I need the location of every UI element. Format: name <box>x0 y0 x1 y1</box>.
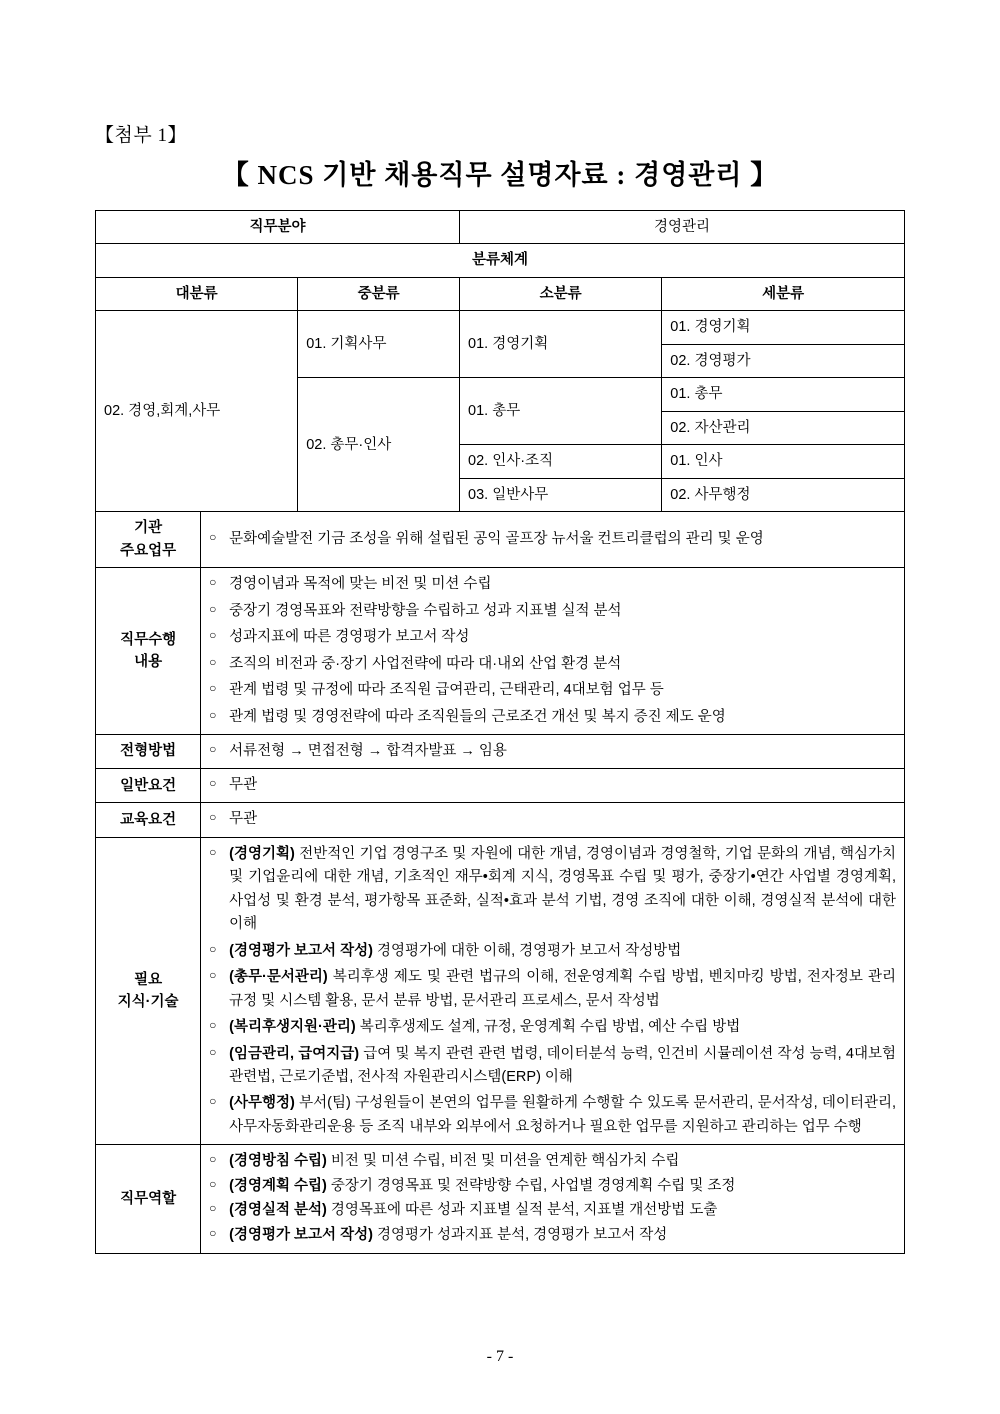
mid-category: 02. 총무·인사 <box>298 378 460 512</box>
section-label-selection-method: 전형방법 <box>96 735 201 769</box>
column-major: 대분류 <box>96 277 298 310</box>
list-item: ○ 경영이념과 목적에 맞는 비전 및 미션 수립 <box>209 573 896 596</box>
item-text: 복리후생제도 설계, 규정, 운영계획 수립 방법, 예산 수립 방법 <box>355 1019 741 1036</box>
field-value: 경영관리 <box>460 211 905 244</box>
table-row-columns <box>96 277 905 310</box>
detail-category: 02. 경영평가 <box>662 344 905 377</box>
keyword: (경영방침 수립) <box>229 1153 327 1170</box>
major-category: 02. 경영,회계,사무 <box>96 311 298 512</box>
list-item: ○ 문화예술발전 기금 조성을 위해 설립된 공익 골프장 뉴서울 컨트리클럽의 관리 및 운영 <box>209 528 896 551</box>
list-item <box>209 1224 896 1247</box>
keyword: (경영평가 보고서 작성) <box>229 1226 373 1243</box>
item-text: 복리후생 제도 및 관련 법규의 이해, 전운영계획 수립 방법, 벤치마킹 방법, 전자정보 관리규정 및 시스템 활용, 문서 분류 방법, 문서관리 프로세스, 문서 작성법 <box>229 969 896 1009</box>
detail-category: 02. 자산관리 <box>662 411 905 444</box>
section-body-selection-method <box>201 735 905 769</box>
sub-category: 01. 경영기획 <box>460 311 662 378</box>
section-label-job-duties: 직무수행 내용 <box>96 568 201 735</box>
field-header: 직무분야 <box>96 211 460 244</box>
detail-category: 01. 경영기획 <box>662 311 905 344</box>
ncs-job-description-table <box>95 210 905 1254</box>
section-label-education-requirements: 교육요건 <box>96 803 201 837</box>
keyword: (총무·문서관리) <box>229 969 328 986</box>
section-org-main-work <box>96 512 905 568</box>
list-item: ○ 중장기 경영목표와 전략방향을 수립하고 성과 지표별 실적 분석 <box>209 600 896 623</box>
bullet-list <box>209 1150 896 1247</box>
list-item <box>209 843 896 937</box>
section-body-org-main-work <box>201 512 905 568</box>
section-education-requirements <box>96 803 905 837</box>
list-item <box>209 940 896 963</box>
section-selection-method <box>96 735 905 769</box>
detail-category: 02. 사무행정 <box>662 478 905 511</box>
list-item <box>209 1150 896 1173</box>
list-item: ○ 관계 법령 및 경영전략에 따라 조직원들의 근로조건 개선 및 복지 증진 제도 운영 <box>209 706 896 729</box>
bullet-list <box>209 843 896 1140</box>
section-label-required-knowledge: 필요 지식·기술 <box>96 837 201 1145</box>
list-item <box>209 1016 896 1039</box>
bullet-list <box>209 573 896 729</box>
table-row <box>96 311 905 344</box>
item-text: 전반적인 기업 경영구조 및 자원에 대한 개념, 경영이념과 경영철학, 기업 문화의 개념, 핵심가치 및 기업윤리에 대한 개념, 기초적인 재무•회계 지식, 경영목표 수립 및 평가, 중장기•연간 사업별 경영계획, 사업성 및 환경 분석, 평가항목 표준화, 실적•효과 분석 기법, 경영 조직에 대한 이해, 경영실적 분석에 대한 이해 <box>229 845 896 933</box>
item-text: 경영목표에 따른 성과 지표별 실적 분석, 지표별 개선방법 도출 <box>326 1202 718 1219</box>
detail-category: 01. 총무 <box>662 378 905 411</box>
item-text: 경영평가에 대한 이해, 경영평가 보고서 작성방법 <box>372 942 682 959</box>
keyword: (경영평가 보고서 작성) <box>229 942 373 959</box>
bullet-list <box>209 528 896 551</box>
keyword: (임금관리, 급여지급) <box>229 1045 360 1062</box>
sub-category: 02. 인사·조직 <box>460 445 662 478</box>
section-body-general-requirements <box>201 769 905 803</box>
list-item <box>209 1092 896 1139</box>
column-mid: 중분류 <box>298 277 460 310</box>
item-text: 비전 및 미션 수립, 비전 및 미션을 연계한 핵심가치 수립 <box>326 1153 680 1170</box>
list-item <box>209 1199 896 1222</box>
section-label-org-main-work: 기관 주요업무 <box>96 512 201 568</box>
section-label-general-requirements: 일반요건 <box>96 769 201 803</box>
sub-category: 03. 일반사무 <box>460 478 662 511</box>
keyword: (경영기획) <box>229 845 295 862</box>
section-required-knowledge <box>96 837 905 1145</box>
list-item: ○ 서류전형 → 면접전형 → 합격자발표 → 임용 <box>209 740 896 763</box>
keyword: (복리후생지원·관리) <box>229 1019 356 1036</box>
section-body-required-knowledge <box>201 837 905 1145</box>
section-body-education-requirements <box>201 803 905 837</box>
keyword: (경영실적 분석) <box>229 1202 327 1219</box>
attachment-label: 【첨부 1】 <box>95 125 187 146</box>
table-row-classification-header <box>96 244 905 277</box>
section-general-requirements <box>96 769 905 803</box>
column-detail: 세분류 <box>662 277 905 310</box>
detail-category: 01. 인사 <box>662 445 905 478</box>
item-text: 부서(팀) 구성원들이 본연의 업무를 원활하게 수행할 수 있도록 문서관리, 문서작성, 데이터관리, 사무자동화관리운용 등 조직 내부와 외부에서 요청하거나 필요한 업무를 지원하고 관리하는 업무 수행 <box>229 1095 896 1135</box>
page-title: 【 NCS 기반 채용직무 설명자료 : 경영관리 】 <box>221 160 779 190</box>
item-text: 경영평가 성과지표 분석, 경영평가 보고서 작성 <box>372 1226 668 1243</box>
section-job-duties <box>96 568 905 735</box>
sub-category: 01. 총무 <box>460 378 662 445</box>
keyword: (경영계획 수립) <box>229 1177 327 1194</box>
item-text: 중장기 경영목표 및 전략방향 수립, 사업별 경영계획 수립 및 조정 <box>326 1177 736 1194</box>
keyword: (사무행정) <box>229 1095 295 1112</box>
list-item: ○ 무관 <box>209 808 896 831</box>
list-item <box>209 1175 896 1198</box>
list-item: ○ 성과지표에 따른 경영평가 보고서 작성 <box>209 626 896 649</box>
classification-header: 분류체계 <box>96 244 905 277</box>
column-sub: 소분류 <box>460 277 662 310</box>
list-item <box>209 1043 896 1090</box>
list-item: ○ 무관 <box>209 774 896 797</box>
page-number: - 7 - <box>486 1348 514 1365</box>
list-item <box>209 966 896 1013</box>
section-job-roles <box>96 1145 905 1254</box>
list-item: ○ 조직의 비전과 중·장기 사업전략에 따라 대·내외 산업 환경 분석 <box>209 653 896 676</box>
table-row-field <box>96 211 905 244</box>
section-label-job-roles: 직무역할 <box>96 1145 201 1254</box>
item-text: 급여 및 복지 관련 관련 법령, 데이터분석 능력, 인건비 시뮬레이션 작성 능력, 4대보험 관련법, 근로기준법, 전사적 자원관리시스템(ERP) 이해 <box>229 1045 896 1085</box>
section-body-job-duties <box>201 568 905 735</box>
list-item: ○ 관계 법령 및 규정에 따라 조직원 급여관리, 근태관리, 4대보험 업무 등 <box>209 679 896 702</box>
mid-category: 01. 기획사무 <box>298 311 460 378</box>
section-body-job-roles <box>201 1145 905 1254</box>
